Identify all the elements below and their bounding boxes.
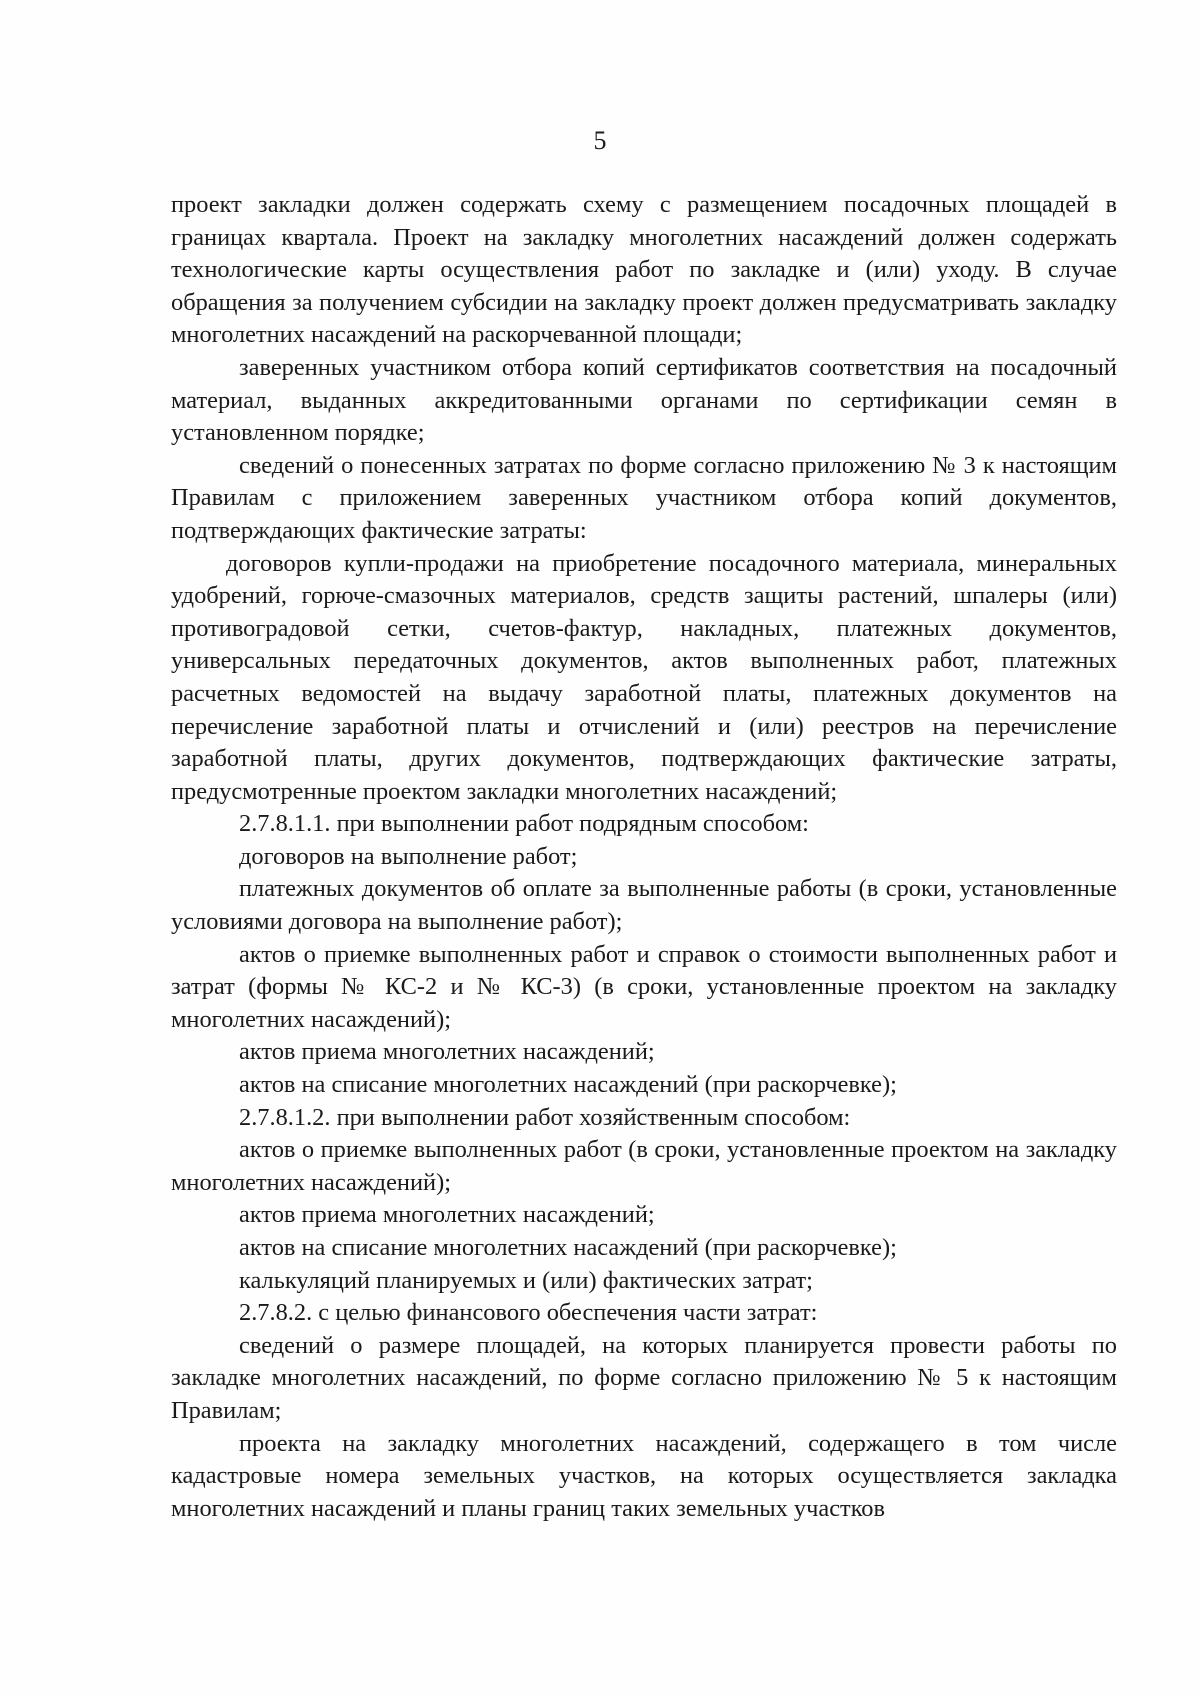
paragraph: договоров купли-продажи на приобретение посадочного материала, минеральных удобрений, горюче-смазочных материалов, средств защиты растений, шпалеры (или) противоградовой сетки, счетов-фактур, накладных, платежных документов, универсальных передаточных документов, актов выполненных работ, платежных расчетных ведомостей на выдачу заработной платы, платежных документов на перечисление заработной платы и отчислений и (или) реестров на перечисление заработной платы, других документов, подтверждающих фактические затраты, предусмотренные проектом закладки многолетних насаждений; [171,549,1117,805]
paragraph: проект закладки должен содержать схему с размещением посадочных площадей в границах квартала. Проект на закладку многолетних насаждений должен содержать технологические карты осуществления работ по закладке и (или) уходу. В случае обращения за получением субсидии на закладку проект должен предусматривать закладку многолетних насаждений на раскорчеванной площади; [171,191,1117,349]
paragraph: договоров на выполнение работ; [239,842,578,870]
page-number: 5 [593,126,607,155]
paragraph: актов о приемке выполненных работ и справок о стоимости выполненных работ и затрат (формы № КС-2 и № КС-3) (в сроки, установленные проектом на закладку многолетних насаждений); [171,940,1117,1033]
paragraph: сведений о размере площадей, на которых планируется провести работы по закладке многолетних насаждений, по форме согласно приложению № 5 к настоящим Правилам; [171,1331,1117,1424]
paragraph: 2.7.8.1.2. при выполнении работ хозяйственным способом: [239,1103,851,1131]
paragraph: актов приема многолетних насаждений; [239,1201,655,1229]
paragraph: актов приема многолетних насаждений; [239,1038,655,1066]
paragraph: платежных документов об оплате за выполненные работы (в сроки, установленные условиями договора на выполнение работ); [171,875,1117,936]
document-body [171,189,1117,1525]
paragraph: проекта на закладку многолетних насаждений, содержащего в том числе кадастровые номера земельных участков, на которых осуществляется закладка многолетних насаждений и планы границ таких земельных участков [171,1429,1117,1522]
paragraph: актов на списание многолетних насаждений (при раскорчевке); [239,1234,897,1261]
paragraph: 2.7.8.1.1. при выполнении работ подрядным способом: [239,810,809,838]
paragraph: калькуляций планируемых и (или) фактических затрат; [239,1266,813,1294]
paragraph: заверенных участником отбора копий сертификатов соответствия на посадочный материал, выданных аккредитованными органами по сертификации семян в установленном порядке; [171,353,1117,447]
paragraph: актов о приемке выполненных работ (в сроки, установленные проектом на закладку многолетних насаждений); [171,1136,1117,1196]
paragraph: актов на списание многолетних насаждений (при раскорчевке); [239,1071,897,1099]
paragraph: сведений о понесенных затратах по форме согласно приложению № 3 к настоящим Правилам с приложением заверенных участником отбора копий документов, подтверждающих фактические затраты: [171,451,1117,544]
paragraph: 2.7.8.2. с целью финансового обеспечения части затрат: [239,1299,818,1327]
